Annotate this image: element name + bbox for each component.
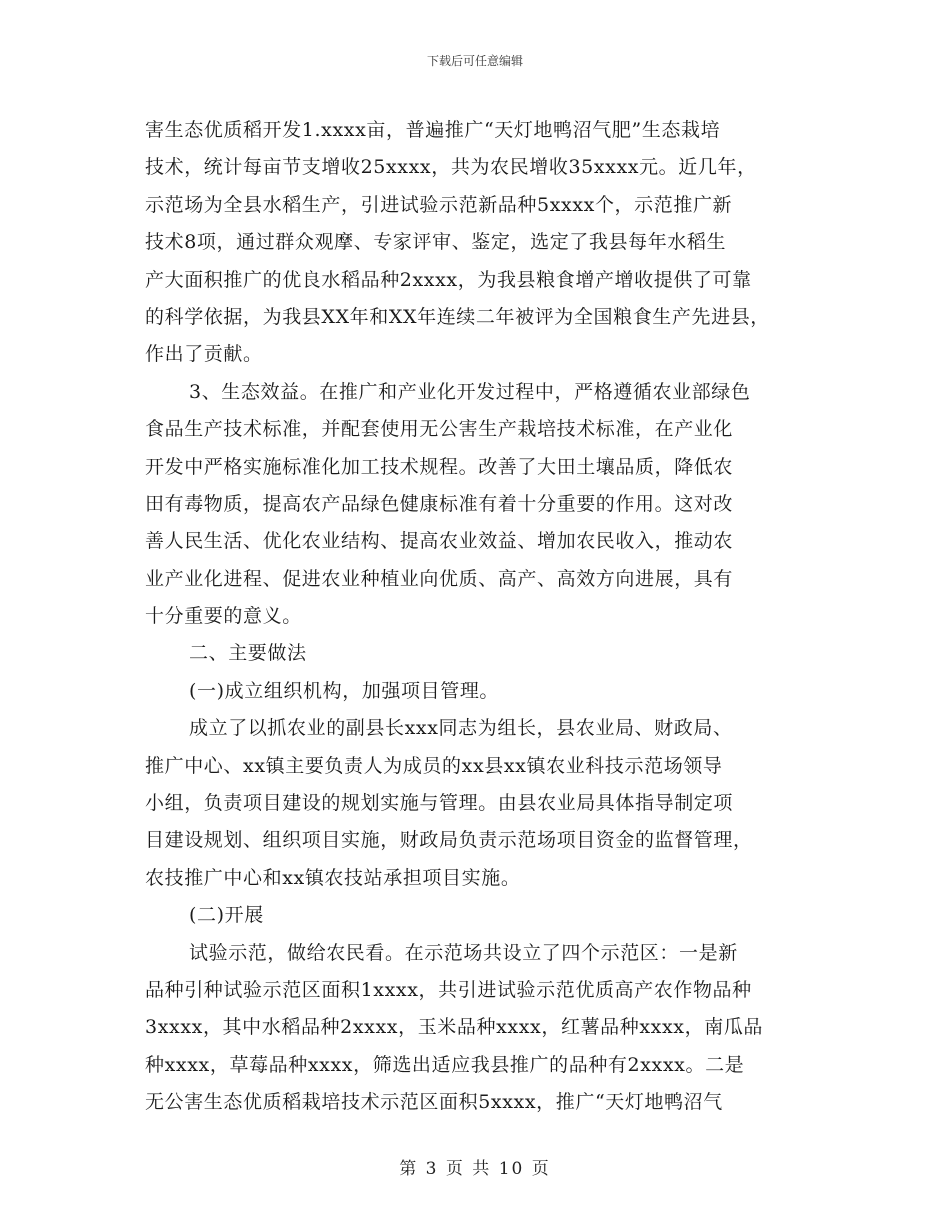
- text-line: 开发中严格实施标准化加工技术规程。改善了大田土壤品质，降低农: [145, 455, 734, 478]
- text-line: 十分重要的意义。: [145, 605, 302, 628]
- text-line: 作出了贡献。: [145, 343, 263, 366]
- text-line: 农技推广中心和xx镇农技站承担项目实施。: [145, 866, 521, 889]
- text-line: 技术，统计每亩节支增收25xxxx，共为农民增收35xxxx元。近几年，: [145, 156, 757, 179]
- subsection-heading-development: (二)开展: [189, 904, 264, 927]
- text-line: 试验示范，做给农民看。在示范场共设立了四个示范区：一是新: [189, 941, 738, 964]
- subsection-heading-organization: (一)成立组织机构，加强项目管理。: [189, 679, 500, 702]
- text-line: 善人民生活、优化农业结构、提高农业效益、增加农民收入，推动农: [145, 530, 734, 553]
- text-line: 3xxxx，其中水稻品种2xxxx，玉米品种xxxx，红薯品种xxxx，南瓜品: [145, 1016, 764, 1039]
- text-line: 害生态优质稻开发1.xxxx亩，普遍推广“天灯地鸭沼气肥”生态栽培: [145, 119, 721, 141]
- text-line: 的科学依据，为我县XX年和XX年连续二年被评为全国粮食生产先进县，: [145, 305, 770, 328]
- text-line: 产大面积推广的优良水稻品种2xxxx，为我县粮食增产增收提供了可靠: [145, 268, 752, 291]
- text-line: 目建设规划、组织项目实施，财政局负责示范场项目资金的监督管理，: [145, 829, 753, 852]
- header-note: 下载后可任意编辑: [426, 54, 523, 68]
- text-line: 成立了以抓农业的副县长xxx同志为组长，县农业局、财政局、: [189, 717, 733, 740]
- text-line: 技术8项，通过群众观摩、专家评审、鉴定，选定了我县每年水稻生: [145, 231, 727, 254]
- section-heading-main-methods: 二、主要做法: [189, 642, 307, 665]
- document-body: [145, 112, 825, 1122]
- text-line: 品种引种试验示范区面积1xxxx，共引进试验示范优质高产农作物品种: [145, 978, 752, 1001]
- page-number: 第 3 页 共 10 页: [399, 1159, 551, 1179]
- text-line: 推广中心、xx镇主要负责人为成员的xx县xx镇农业科技示范场领导: [145, 754, 723, 777]
- text-line: 小组，负责项目建设的规划实施与管理。由县农业局具体指导制定项: [145, 792, 734, 815]
- text-line: 种xxxx，草莓品种xxxx，筛选出适应我县推广的品种有2xxxx。二是: [145, 1053, 745, 1076]
- text-line: 业产业化进程、促进农业种植业向优质、高产、高效方向进展，具有: [145, 567, 734, 590]
- text-line: 示范场为全县水稻生产，引进试验示范新品种5xxxx个，示范推广新: [145, 193, 733, 216]
- paragraph-heading-ecological-benefit: 3、生态效益。在推广和产业化开发过程中，严格遵循农业部绿色: [189, 380, 751, 403]
- text-line: 田有毒物质，提高农产品绿色健康标准有着十分重要的作用。这对改: [145, 492, 734, 515]
- text-line: 食品生产技术标准，并配套使用无公害生产栽培技术标准，在产业化: [145, 418, 734, 441]
- text-line: 无公害生态优质稻栽培技术示范区面积5xxxx，推广“天灯地鸭沼气: [145, 1091, 723, 1114]
